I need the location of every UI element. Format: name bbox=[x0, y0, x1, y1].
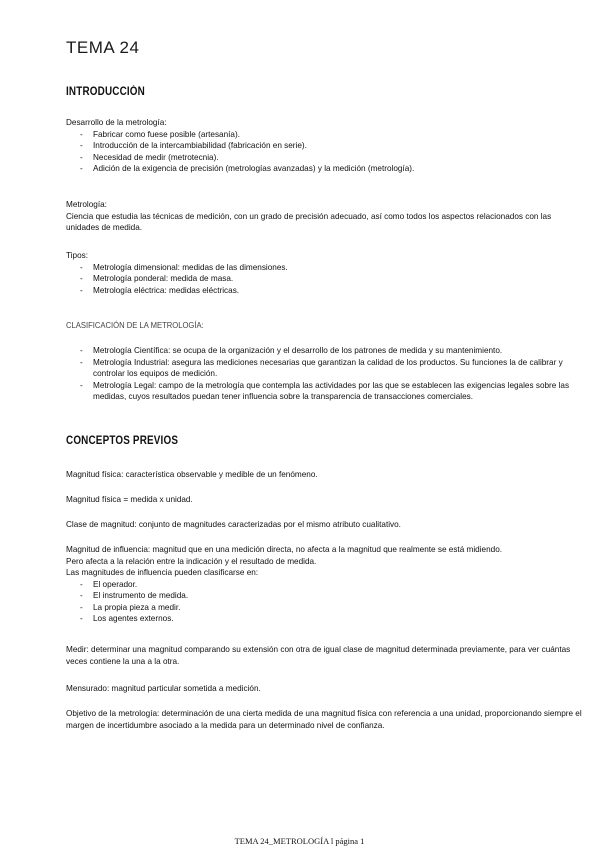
tipos-block bbox=[66, 250, 586, 296]
magnitud-formula: Magnitud física = medida x unidad. bbox=[66, 495, 193, 504]
objetivo-definition: Objetivo de la metrología: determinación de una cierta medida de una magnitud física con referencia a una unidad, proporcionando siempre el margen de incertidumbre asociado a la medida para un determinado nivel de confianza. bbox=[66, 709, 582, 730]
list-item: - Introducción de la intercambiabilidad (fabricación en serie). bbox=[66, 140, 586, 152]
clasificacion-list bbox=[66, 345, 586, 403]
section-heading-conceptos: CONCEPTOS PREVIOS bbox=[66, 435, 179, 447]
clase-magnitud: Clase de magnitud: conjunto de magnitudes caracterizadas por el mismo atributo cualitativo. bbox=[66, 520, 401, 529]
clasificacion-block bbox=[66, 345, 586, 403]
metrologia-label: Metrología: bbox=[66, 200, 107, 209]
list-item: - Fabricar como fuese posible (artesanía). bbox=[66, 129, 586, 141]
influencia-line-3: Las magnitudes de influencia pueden clasificarse en: bbox=[66, 568, 259, 577]
influencia-line-1: Magnitud de influencia: magnitud que en una medición directa, no afecta a la magnitud que realmente se está midiendo. bbox=[66, 545, 503, 554]
desarrollo-list bbox=[66, 129, 586, 175]
page-footer: TEMA 24_METROLOGÍA l página 1 bbox=[234, 836, 365, 846]
list-item: - Metrología Científica: se ocupa de la organización y el desarrollo de los patrones de medida y su mantenimiento. bbox=[66, 345, 586, 357]
list-item: - Metrología ponderal: medida de masa. bbox=[66, 273, 586, 285]
list-item: - El operador. bbox=[66, 579, 586, 591]
desarrollo-label: Desarrollo de la metrología: bbox=[66, 118, 167, 127]
influencia-list bbox=[66, 579, 586, 625]
list-item: - Metrología Legal: campo de la metrología que contempla las actividades por las que se establecen las exigencias legales sobre las medidas, cuyos resultados puedan tener influencia sobre la transparencia de transacciones comerciales. bbox=[66, 380, 586, 403]
mensurado-definition: Mensurado: magnitud particular sometida a medición. bbox=[66, 684, 261, 693]
section-heading-introduccion: INTRODUCCIÓN bbox=[66, 86, 145, 98]
list-item: - Metrología dimensional: medidas de las dimensiones. bbox=[66, 262, 586, 274]
desarrollo-block bbox=[66, 117, 586, 175]
tipos-label: Tipos: bbox=[66, 251, 88, 260]
clasificacion-heading: CLASIFICACIÓN DE LA METROLOGÍA: bbox=[66, 320, 204, 330]
list-item: - La propia pieza a medir. bbox=[66, 602, 586, 614]
metrologia-definition bbox=[66, 199, 586, 234]
list-item: - Metrología eléctrica: medidas eléctricas. bbox=[66, 285, 586, 297]
influencia-line-2: Pero afecta a la relación entre la indicación y el resultado de medida. bbox=[66, 556, 317, 566]
list-item: - Metrología Industrial: asegura las mediciones necesarias que garantizan la calidad de los productos. Su funciones la de calibrar y controlar los equipos de medición. bbox=[66, 357, 586, 380]
list-item: - El instrumento de medida. bbox=[66, 590, 586, 602]
metrologia-text: Ciencia que estudia las técnicas de medición, con un grado de precisión adecuado, así como todos los aspectos relacionados con las unidades de medida. bbox=[66, 211, 552, 232]
medir-definition: Medir: determinar una magnitud comparando su extensión con otra de igual clase de magnitud determinada previamente, para ver cuántas veces contiene la una a la otra. bbox=[66, 645, 571, 666]
tipos-list bbox=[66, 262, 586, 297]
list-item: - Los agentes externos. bbox=[66, 613, 586, 625]
list-item: - Necesidad de medir (metrotecnia). bbox=[66, 152, 586, 164]
influencia-block bbox=[66, 544, 586, 625]
magnitud-fisica: Magnitud física: característica observable y medible de un fenómeno. bbox=[66, 470, 318, 479]
list-item: - Adición de la exigencia de precisión (metrologías avanzadas) y la medición (metrología). bbox=[66, 163, 586, 175]
document-title: TEMA 24 bbox=[66, 38, 140, 57]
